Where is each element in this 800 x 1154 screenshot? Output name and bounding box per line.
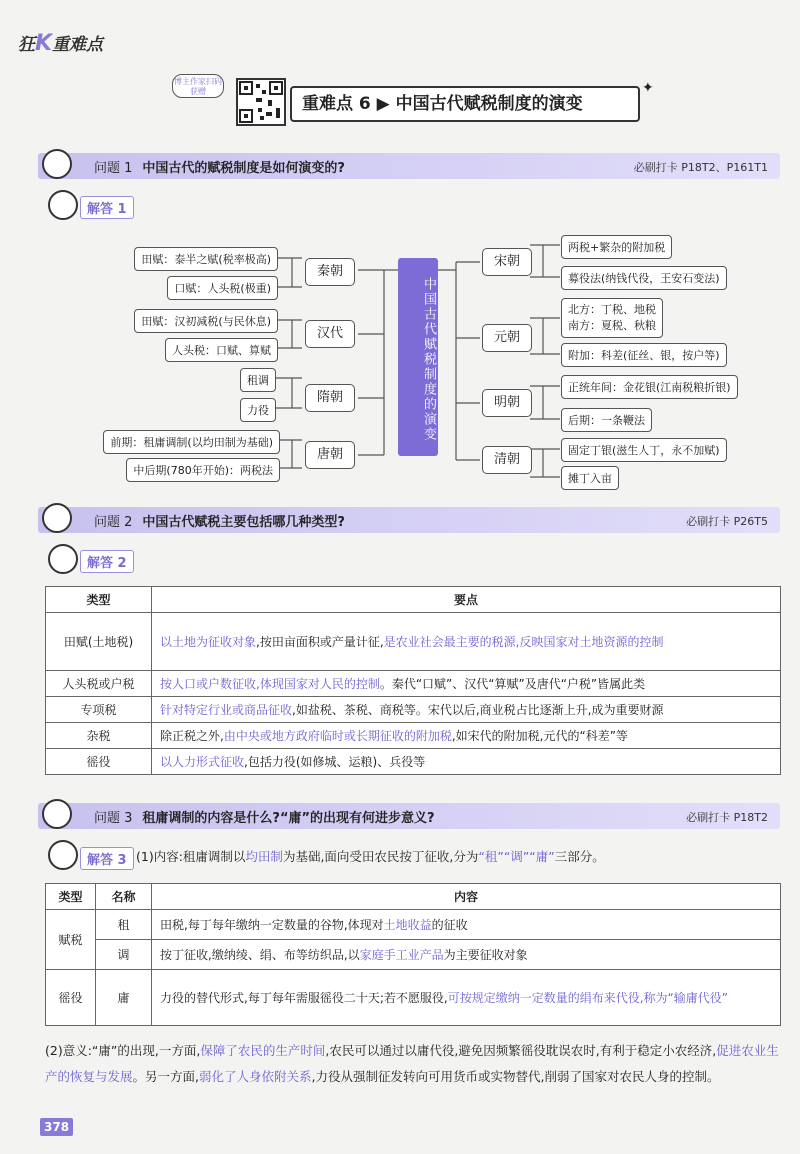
section-title: 重难点 6 ▶ 中国古代赋税制度的演变 bbox=[290, 86, 640, 122]
dynasty-qin: 秦朝 bbox=[305, 258, 355, 286]
answer-1-label: 解答 1 bbox=[80, 196, 134, 219]
answer-3-label: 解答 3 bbox=[80, 847, 134, 870]
mindmap-node: 租调 bbox=[240, 368, 276, 392]
table-row: 徭役 庸 力役的替代形式,每丁每年需服徭役二十天;若不愿服役,可按规定缴纳一定数量的绢布来代役,称为“输庸代役” bbox=[46, 970, 781, 1026]
checkin-ref[interactable]: 必刷打卡 P18T2、P161T1 bbox=[633, 161, 768, 174]
checkin-ref[interactable]: 必刷打卡 P18T2 bbox=[686, 811, 768, 824]
mindmap-node: 募役法(纳钱代役，王安石变法) bbox=[561, 266, 727, 290]
dynasty-sui: 隋朝 bbox=[305, 384, 355, 412]
dynasty-tang: 唐朝 bbox=[305, 441, 355, 469]
dynasty-yuan: 元朝 bbox=[482, 324, 532, 352]
page-number: 378 bbox=[40, 1118, 73, 1136]
table-row: 赋税 租 田税,每丁每年缴纳一定数量的谷物,体现对土地收益的征收 bbox=[46, 910, 781, 940]
mindmap-node: 附加：科差(征丝、银，按户等) bbox=[561, 343, 727, 367]
answer-3-significance: (2)意义:“庸”的出现,一方面,保障了农民的生产时间,农民可以通过以庸代役,避免因频繁徭役耽误农时,有利于稳定小农经济,促进农业生产的恢复与发展。另一方面,弱化了人身依附关系,力役从强制征发转向可用货币或实物替代,削弱了国家对农民人身的控制。 bbox=[45, 1043, 779, 1084]
mindmap-node: 两税+繁杂的附加税 bbox=[561, 235, 672, 259]
brand-logo: 狂K重难点 bbox=[18, 31, 104, 56]
mindmap-node: 中后期(780年开始)：两税法 bbox=[126, 458, 280, 482]
cartoon-face-icon bbox=[42, 799, 72, 829]
zuyongdiao-table: 类型 名称 内容 赋税 租 田税,每丁每年缴纳一定数量的谷物,体现对土地收益的征收 调 按丁征收,缴纳绫、绢、布等纺织品,以家庭手工业产品为主要征收对象 徭役 庸 力役的替代形式,每丁每年需服徭役二十天;若不愿服役,可按规定缴纳一定数量的绢布来代役,称为“输庸代役” bbox=[45, 883, 781, 1026]
table-row: 人头税或户税 按人口或户数征收,体现国家对人民的控制。秦代“口赋”、汉代“算赋”及唐代“户税”皆属此类 bbox=[46, 671, 781, 697]
table-row: 调 按丁征收,缴纳绫、绢、布等纺织品,以家庭手工业产品为主要征收对象 bbox=[46, 940, 781, 970]
question-3-bar bbox=[38, 803, 780, 829]
question-text: 中国古代的赋税制度是如何演变的? bbox=[142, 161, 345, 176]
table-header: 要点 bbox=[152, 587, 781, 613]
table-row: 专项税 针对特定行业或商品征收,如盐税、茶税、商税等。宋代以后,商业税占比逐渐上升,成为重要财源 bbox=[46, 697, 781, 723]
mindmap-node: 摊丁入亩 bbox=[561, 466, 619, 490]
mindmap-node: 前期：租庸调制(以均田制为基础) bbox=[103, 430, 280, 454]
dynasty-qing: 清朝 bbox=[482, 446, 532, 474]
dynasty-ming: 明朝 bbox=[482, 389, 532, 417]
question-text: 租庸调制的内容是什么?“庸”的出现有何进步意义? bbox=[142, 811, 435, 826]
pencil-icon bbox=[48, 840, 78, 870]
mindmap-node: 田赋：泰半之赋(税率极高) bbox=[134, 247, 278, 271]
promo-bubble: 博主作家扫码获赠 bbox=[172, 74, 224, 98]
mindmap-node: 田赋：汉初减税(与民休息) bbox=[134, 309, 278, 333]
checkin-ref[interactable]: 必刷打卡 P26T5 bbox=[686, 515, 768, 528]
dynasty-song: 宋朝 bbox=[482, 248, 532, 276]
question-text: 中国古代赋税主要包括哪几种类型? bbox=[142, 515, 345, 530]
answer-2-label: 解答 2 bbox=[80, 550, 134, 573]
table-row: 杂税 除正税之外,由中央或地方政府临时或长期征收的附加税,如宋代的附加税,元代的“科差”等 bbox=[46, 723, 781, 749]
table-header: 类型 bbox=[46, 587, 152, 613]
question-number: 问题 1 bbox=[94, 161, 133, 176]
tax-types-table bbox=[45, 586, 781, 775]
mindmap-node: 后期：一条鞭法 bbox=[561, 408, 652, 432]
mindmap-node: 口赋：人头税(极重) bbox=[167, 276, 278, 300]
question-number: 问题 3 bbox=[94, 811, 133, 826]
mindmap-center: 中国古代赋税制度的演变 bbox=[398, 258, 438, 456]
table-row: 田赋(土地税) 以土地为征收对象,按田亩面积或产量计征,是农业社会最主要的税源,反映国家对土地资源的控制 bbox=[46, 613, 781, 671]
sparkle-icon: ✦ bbox=[642, 80, 654, 96]
cartoon-face-icon bbox=[42, 503, 72, 533]
question-number: 问题 2 bbox=[94, 515, 133, 530]
mindmap-node: 人头税：口赋、算赋 bbox=[165, 338, 278, 362]
table-row: 徭役 以人力形式征收,包括力役(如修城、运粮)、兵役等 bbox=[46, 749, 781, 775]
pencil-icon bbox=[48, 544, 78, 574]
question-2-bar bbox=[38, 507, 780, 533]
mindmap-node: 力役 bbox=[240, 398, 276, 422]
mindmap-node: 正统年间：金花银(江南税粮折银) bbox=[561, 375, 738, 399]
dynasty-han: 汉代 bbox=[305, 320, 355, 348]
answer-3-intro: (1)内容:租庸调制以均田制为基础,面向受田农民按丁征收,分为“租”“调”“庸”三部分。 bbox=[136, 849, 605, 864]
mindmap-node: 北方：丁税、地税 南方：夏税、秋粮 bbox=[561, 298, 663, 338]
mindmap-node: 固定丁银(滋生人丁，永不加赋) bbox=[561, 438, 727, 462]
